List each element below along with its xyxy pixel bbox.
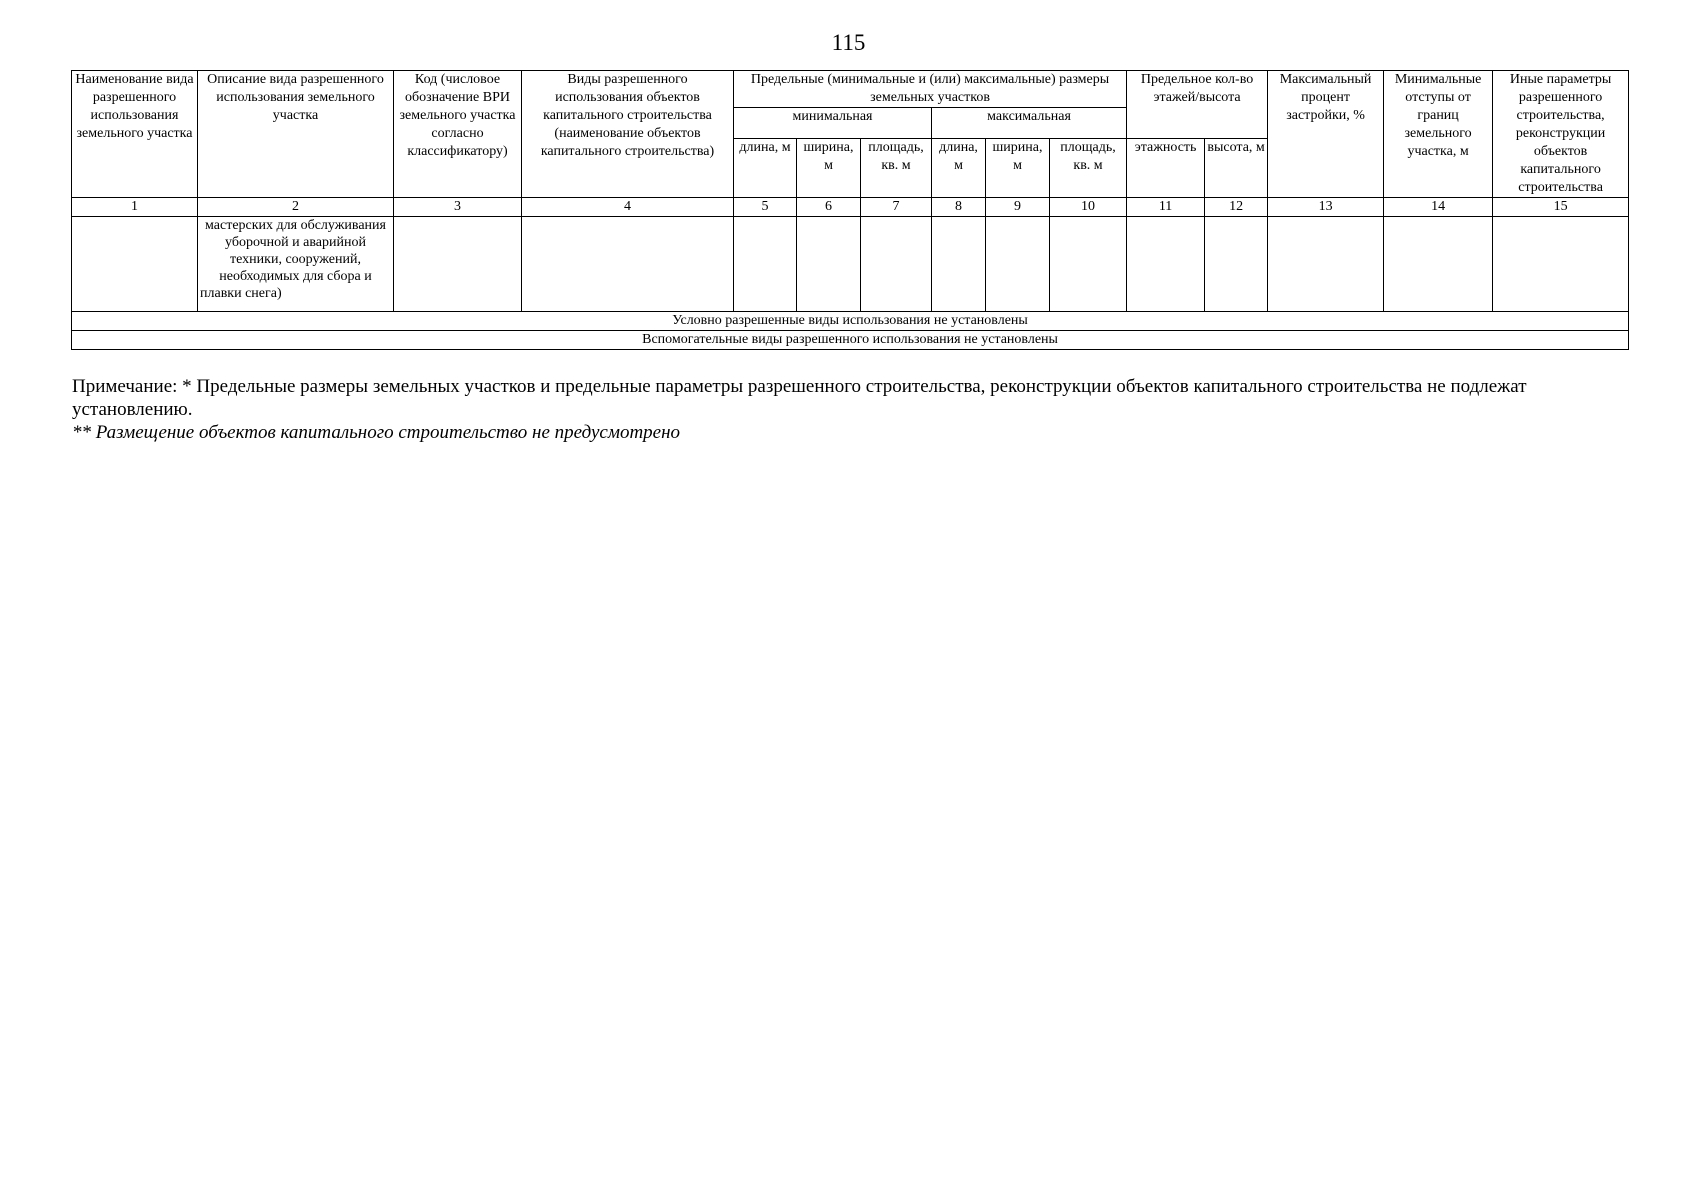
- cell-land-use-name: [72, 217, 198, 312]
- cell-min-area: [861, 217, 932, 312]
- header-plot-size-limits: Предельные (минимальные и (или) максимальные) размеры земельных участков: [734, 71, 1127, 108]
- column-number-row: [72, 198, 1629, 217]
- header-construction-use-types: Виды разрешенного использования объектов капитального строительства (наименование объектов капитального строительства): [522, 71, 734, 198]
- column-number: 15: [1493, 198, 1629, 217]
- header-min-area: площадь, кв. м: [861, 138, 932, 197]
- header-max-length: длина, м: [932, 138, 986, 197]
- column-number: 13: [1268, 198, 1384, 217]
- column-number: 14: [1384, 198, 1493, 217]
- header-max-building-percent: Максимальный процент застройки, %: [1268, 71, 1384, 198]
- cell-land-use-description: мастерских для обслуживания уборочной и аварийной техники, сооружений, необходимых для сбора и плавки снега): [198, 217, 394, 312]
- header-vri-code: Код (числовое обозначение ВРИ земельного участка согласно классификатору): [394, 71, 522, 198]
- cell-max-width: [986, 217, 1050, 312]
- column-number: 12: [1205, 198, 1268, 217]
- cell-min-width: [797, 217, 861, 312]
- cell-max-length: [932, 217, 986, 312]
- note-primary: Примечание: * Предельные размеры земельных участков и предельные параметры разрешенного строительства, реконструкции объектов капитального строительства не подлежат установлению.: [72, 376, 1527, 420]
- cell-other-parameters: [1493, 217, 1629, 312]
- cell-floor-count: [1127, 217, 1205, 312]
- header-max-area: площадь, кв. м: [1050, 138, 1127, 197]
- column-number: 7: [861, 198, 932, 217]
- column-number: 4: [522, 198, 734, 217]
- header-minimum: минимальная: [734, 108, 932, 139]
- header-land-use-description: Описание вида разрешенного использования земельного участка: [198, 71, 394, 198]
- column-number: 11: [1127, 198, 1205, 217]
- cell-vri-code: [394, 217, 522, 312]
- header-min-length: длина, м: [734, 138, 797, 197]
- cell-min-length: [734, 217, 797, 312]
- zoning-regulations-table: [71, 70, 1629, 350]
- header-land-use-name: Наименование вида разрешенного использования земельного участка: [72, 71, 198, 198]
- column-number: 6: [797, 198, 861, 217]
- header-min-setbacks: Минимальные отступы от границ земельного участка, м: [1384, 71, 1493, 198]
- table-row: [72, 217, 1629, 312]
- auxiliary-uses-row: Вспомогательные виды разрешенного использования не установлены: [72, 331, 1629, 350]
- header-height: высота, м: [1205, 138, 1268, 197]
- column-number: 2: [198, 198, 394, 217]
- notes-block: [72, 375, 1632, 444]
- column-number: 5: [734, 198, 797, 217]
- header-floor-count: этажность: [1127, 138, 1205, 197]
- column-number: 3: [394, 198, 522, 217]
- column-number: 9: [986, 198, 1050, 217]
- cell-construction-use-types: [522, 217, 734, 312]
- conditional-uses-row: Условно разрешенные виды использования не установлены: [72, 312, 1629, 331]
- column-number: 8: [932, 198, 986, 217]
- note-secondary: ** Размещение объектов капитального строительство не предусмотрено: [72, 422, 681, 443]
- header-other-parameters: Иные параметры разрешенного строительства, реконструкции объектов капитального строительства: [1493, 71, 1629, 198]
- header-floors-height: Предельное кол-во этажей/высота: [1127, 71, 1268, 139]
- cell-max-area: [1050, 217, 1127, 312]
- cell-height: [1205, 217, 1268, 312]
- column-number: 10: [1050, 198, 1127, 217]
- cell-min-setbacks: [1384, 217, 1493, 312]
- header-max-width: ширина, м: [986, 138, 1050, 197]
- cell-max-building-percent: [1268, 217, 1384, 312]
- page-number: 115: [831, 30, 866, 55]
- header-maximum: максимальная: [932, 108, 1127, 139]
- header-min-width: ширина, м: [797, 138, 861, 197]
- column-number: 1: [72, 198, 198, 217]
